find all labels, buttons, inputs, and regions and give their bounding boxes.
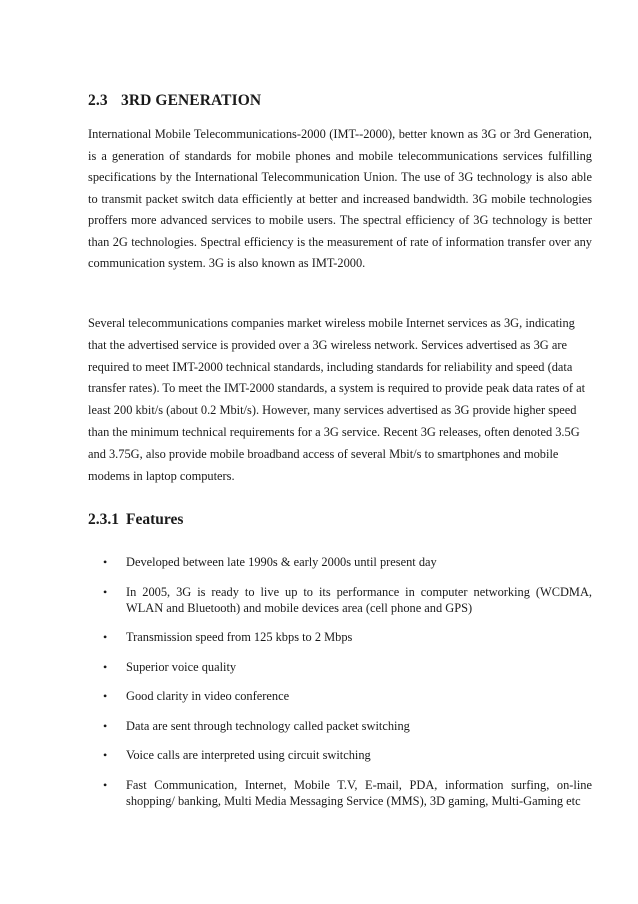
feature-text: Developed between late 1990s & early 2000s until present day [126,555,437,569]
feature-item [88,747,592,763]
feature-item [88,584,592,616]
feature-text: Superior voice quality [126,659,237,674]
bullet-icon: • [103,584,108,599]
feature-item [88,688,592,704]
feature-item [88,554,592,570]
feature-item [88,659,592,675]
feature-text: Transmission speed from 125 kbps to 2 Mbps [126,630,353,644]
bullet-icon: • [103,777,108,792]
subsection-number: 2.3.1 [88,511,119,528]
section-heading [88,92,261,110]
feature-item [88,777,592,809]
subsection-heading [88,511,183,529]
feature-text: Voice calls are interpreted using circuit switching [126,748,371,762]
subsection-title: Features [126,511,184,528]
feature-list [88,554,592,822]
bullet-icon: • [103,659,108,674]
feature-item [88,718,592,734]
feature-text: Fast Communication, Internet, Mobile T.V, E-mail, PDA, information surfing, on-line shopping/ banking, Multi Media Messaging Service (MMS), 3D gaming, Multi-Gaming etc [126,777,592,808]
feature-text: In 2005, 3G is ready to live up to its performance in computer networking (WCDMA, WLAN and Bluetooth) and mobile devices area (cell phone and GPS) [126,584,592,615]
feature-text: Data are sent through technology called packet switching [126,718,410,733]
section-number: 2.3 [88,92,108,109]
section-title: 3RD GENERATION [121,92,262,109]
bullet-icon: • [103,555,108,569]
paragraph-services: Several telecommunications companies market wireless mobile Internet services as 3G, indicating that the advertised service is provided over a 3G wireless network. Services advertised as 3G are required to meet IMT-2000 technical standards, including standards for reliability and speed (data transfer rates). To meet the IMT-2000 standards, a system is required to provide peak data rates of at least 200 kbit/s (about 0.2 Mbit/s). However, many services advertised as 3G provide higher speed than the minimum technical requirements for a 3G service. Recent 3G releases, often denoted 3.5G and 3.75G, also provide mobile broadband access of several Mbit/s to smartphones and mobile modems in laptop computers. [88,316,586,483]
bullet-icon: • [103,689,108,703]
bullet-icon: • [103,718,108,733]
bullet-icon: • [103,630,108,644]
feature-text: Good clarity in video conference [126,689,290,703]
paragraph-intro: International Mobile Telecommunications-2000 (IMT--2000), better known as 3G or 3rd Generation, is a generation of standards for mobile phones and mobile telecommunications services fulfilling specifications by the International Telecommunication Union. The use of 3G technology is also able to transmit packet switch data efficiently at better and increased bandwidth. 3G mobile technologies proffers more advanced services to mobile users. The spectral efficiency of 3G technology is better than 2G technologies. Spectral efficiency is the measurement of rate of information transfer over any communication system. 3G is also known as IMT-2000. [88,127,592,270]
feature-item [88,629,592,645]
bullet-icon: • [103,748,108,762]
